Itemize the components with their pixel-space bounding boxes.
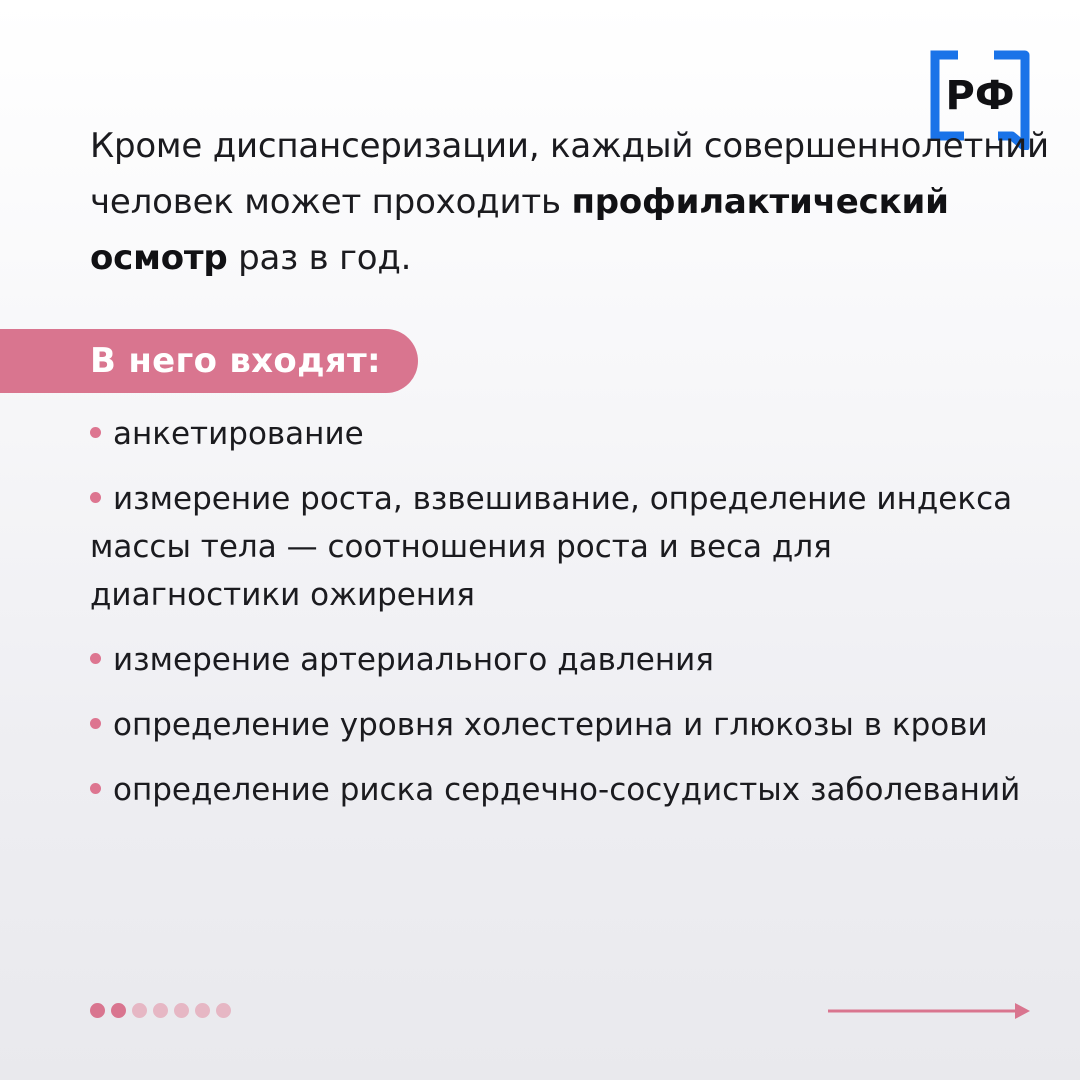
- intro-text-bold: профилактический осмотр: [90, 182, 949, 278]
- included-items-list: [90, 410, 1040, 831]
- intro-paragraph: [90, 118, 1050, 286]
- list-item-text: определение уровня холестерина и глюкозы в крови: [113, 707, 988, 743]
- bullet-dot-icon: [90, 653, 101, 664]
- section-title-pill: [0, 329, 418, 393]
- pagination-dot[interactable]: [90, 1003, 105, 1018]
- list-item-text: измерение артериального давления: [113, 642, 714, 678]
- pagination-dots[interactable]: [90, 1003, 231, 1019]
- list-item: [90, 410, 1040, 458]
- intro-text-part1: Кроме диспансеризации, каждый совершеннолетний человек может проходить: [90, 126, 1049, 222]
- pagination-dot[interactable]: [132, 1003, 147, 1018]
- list-item: [90, 701, 1040, 749]
- bullet-dot-icon: [90, 492, 101, 503]
- list-item-text: анкетирование: [113, 416, 364, 452]
- section-title: В него входят:: [90, 341, 381, 381]
- intro-text-part2: раз в год.: [227, 238, 412, 278]
- next-slide-arrow[interactable]: [828, 1000, 1032, 1022]
- pagination-dot[interactable]: [195, 1003, 210, 1018]
- pagination-dot[interactable]: [174, 1003, 189, 1018]
- bullet-dot-icon: [90, 718, 101, 729]
- list-item-text: определение риска сердечно-сосудистых заболеваний: [113, 772, 1021, 808]
- bullet-dot-icon: [90, 783, 101, 794]
- list-item-text: измерение роста, взвешивание, определение индекса массы тела — соотношения роста и веса для диагностики ожирения: [90, 481, 1013, 613]
- list-item: [90, 766, 1040, 814]
- list-item: [90, 636, 1040, 684]
- bullet-dot-icon: [90, 427, 101, 438]
- list-item: [90, 475, 1040, 619]
- pagination-dot[interactable]: [111, 1003, 126, 1018]
- logo-text: РФ: [945, 73, 1015, 119]
- pagination-dot[interactable]: [216, 1003, 231, 1018]
- arrow-right-icon[interactable]: [828, 1000, 1032, 1022]
- pagination-dot[interactable]: [153, 1003, 168, 1018]
